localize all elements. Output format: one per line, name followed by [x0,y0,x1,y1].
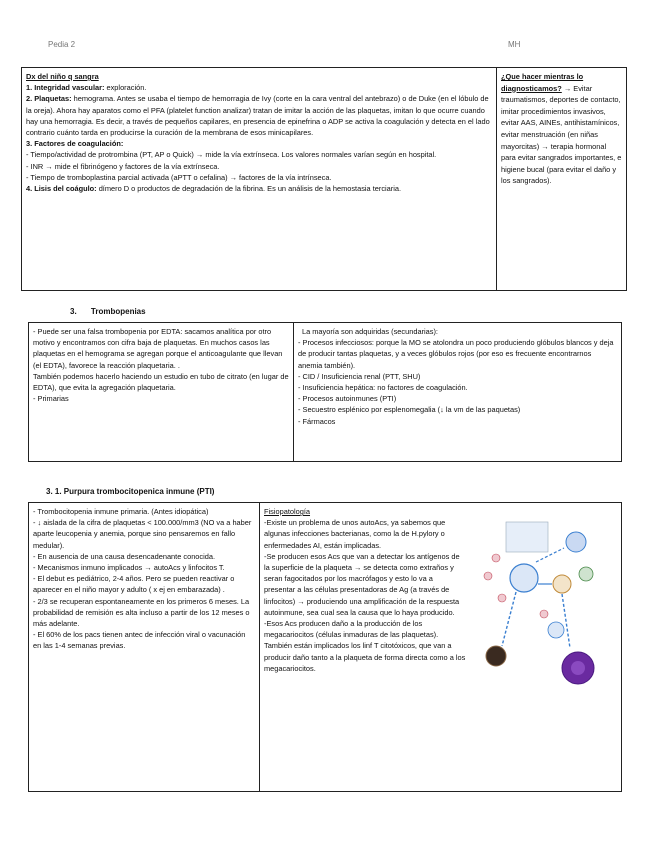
que-hacer-cell [497,68,626,290]
diagram-platelet [484,572,492,580]
pti-right-title: Fisiopatología [264,507,311,516]
trombopenias-left-text-1: - Puede ser una falsa trombopenia por EDTA: sacamos analítica por otro motivo y encontramos con cifra baja de plaquetas. En muchos casos las plaquetas en el hemograma se agregan porque el anticoagulante que llevan (el EDTA), favorece la reacción plaquetaria. . [33,327,283,370]
que-hacer-title: ¿Que hacer mientras lo diagnosticamos? [501,72,584,93]
dx-item-3-label: 3. Factores de coagulación: [26,139,124,149]
trombopenias-left-text-3: - Primarias [33,394,69,404]
diagram-megakaryocyte-nucleus [571,661,585,675]
pti-left-item: - Trombocitopenia inmune primaria. (Antes idiopática) [33,507,209,516]
pti-left-item: - El debut es pediátrico, 2-4 años. Pero se pueden reactivar o aparecer en el niño mayor y adulto ( x ej en embarazada) . [33,574,235,595]
header-left: Pedia 2 [48,40,76,49]
dx-item-2 [26,93,492,138]
dx-item-1-text: exploración. [104,83,147,93]
pti-left-item: - Mecanismos inmuno implicados → autoAcs y linfocitos T. [33,563,225,573]
trombopenias-right-intro: La mayoría son adquiridas (secundarias): [302,327,438,336]
pti-left-item: - ↓ aislada de la cifra de plaquetas < 100.000/mm3 (NO va a haber aparte leucopenia y anemia, porque sino pensaremos en fallo medular). [33,518,252,550]
pti-right-item: -Esos Acs producen daño a la producción de los megacariocitos (células inmaduras de las plaquetas). También están implicados los linf T citotóxicos, que van a producir daño tanto a la plaqueta de forma directa como a los megacariocitos. [264,619,466,673]
dx-item-4 [26,183,492,194]
diagram-platelet [540,610,548,618]
diagram-cell-lymphocyte [553,575,571,593]
diagram-platelet [492,554,500,562]
section-3-title: Trombopenias [90,307,146,316]
section-3-number: 3. [70,307,77,316]
pti-right-cell [260,503,470,791]
pti-left-cell [29,503,259,791]
pti-left-item: - 2/3 se recuperan espontaneamente en los primeros 6 meses. La probabilidad de remisión es alta incluso a partir de los 12 meses o más adelante. [33,596,250,629]
que-hacer-body: → Evitar traumatismos, deportes de contacto, imitar procedimientos invasivos, evitar AAS, AINEs, antihistamínicos, evitar menstruación (en niñas mayorcitas) → terapia hormonal para evitar sangrados importantes, e higiene bucal (para evitar el daño y los sangrados). [501,83,622,186]
dx-item-3a: - Tiempo/actividad de protrombina (PT, AP o Quick) → mide la vía extrínseca. Los valores normales varían según en hospital. [26,150,437,160]
dx-title: Dx del niño q sangra [26,72,99,81]
section-3-heading [70,307,146,316]
dx-item-3c: - Tiempo de tromboplastina parcial activada (aPTT o cefalina) → factores de la vía intrínseca. [26,172,332,182]
dx-cell [22,68,496,290]
diagram-cell-apc [566,532,586,552]
pti-right-item: -Se producen esos Acs que van a detectar los antígenos de la superficie de la plaqueta → se detecta como extraños y seran fagocitados por los macrófagos y esto lo va a presentar a las células presentadoras de Ag (a través de linfocitos) → produciendo una amplificación de la respuesta autoinmune, sea cual sea la causa que lo haya producido. [264,551,460,617]
dx-item-1 [26,82,492,93]
diagram-panel-top [506,522,548,552]
section-3-1-heading: 3. 1. Purpura trombocitopenica inmune (PTI) [46,487,215,496]
trombopenias-right-item: - Procesos infecciosos: porque la MO se atolondra un poco produciendo glóbulos blancos y deja de producir tantas plaquetas, y a veces glóbulos rojos (por eso es frecuente encontrarnos anemia también). [298,338,614,370]
dx-box [21,67,627,291]
trombopenias-left-text-2: También podemos hacerlo haciendo un estudio en tubo de citrato (en lugar de EDTA), que evita la agregación plaquetaria. [33,371,289,393]
header-right: MH [508,40,521,49]
que-hacer-text [501,71,622,187]
dx-item-4-label: 4. Lisis del coágulo: [26,184,97,194]
trombopenias-box [28,322,622,462]
trombopenias-right-cell [294,323,621,461]
pti-left-item: - El 60% de los pacs tienen antec de infección viral o vacunación en las 1-4 semanas previas. [33,630,246,651]
diagram-megakaryocyte-small [486,646,506,666]
diagram-cell-macrophage [510,564,538,592]
dx-item-2-label: 2. Plaquetas: [26,94,72,104]
dx-item-3b: - INR → mide el fibrinógeno y factores de la vía extrínseca. [26,161,220,171]
trombopenias-right-item: - Fármacos [298,416,336,426]
pti-pathophysiology-diagram [466,518,606,696]
trombopenias-left-cell [29,323,293,461]
diagram-platelet [498,594,506,602]
dx-item-1-label: 1. Integridad vascular: [26,83,105,93]
trombopenias-right-item: - Insuficiencia hepática: no factores de coagulación. [298,383,468,393]
pti-left-item: - En ausencia de una causa desencadenante conocida. [33,551,216,561]
diagram-cell [548,622,564,638]
dx-item-2-text: hemograma. Antes se usaba el tiempo de hemorragia de Ivy (corte en la cara ventral del antebrazo) o de Duke (en el lóbulo de la oreja). Ahora hay aparatos como el PFA (platelet function analizar) tratan de imitar la acción de las plaquetas, imitan lo que ocurre cuando hay una hemorragia. Es decir, a través de pequeños capilares, en presencia de epinefrina o ADP se activa la coagulación y detecta en el lado contrario cuánto tarda en producirse la curación de la membrana de esos minicapilares. [26,94,490,138]
trombopenias-right-item: - Secuestro esplénico por esplenomegalia (↓ la vm de las paquetas) [298,405,521,415]
trombopenias-right-item: - Procesos autoinmunes (PTI) [298,394,397,404]
pti-right-item: -Existe un problema de unos autoAcs, ya sabemos que algunas infecciones bacterianas, como la de H.pylory o enfermedades AI, están implicadas. [264,518,446,550]
dx-item-4-text: dímero D o productos de degradación de la fibrina. Es un análisis de la hemostasia terciaria. [96,184,402,194]
trombopenias-right-item: - CID / Insuficiencia renal (PTT, SHU) [298,371,421,381]
diagram-cell [579,567,593,581]
